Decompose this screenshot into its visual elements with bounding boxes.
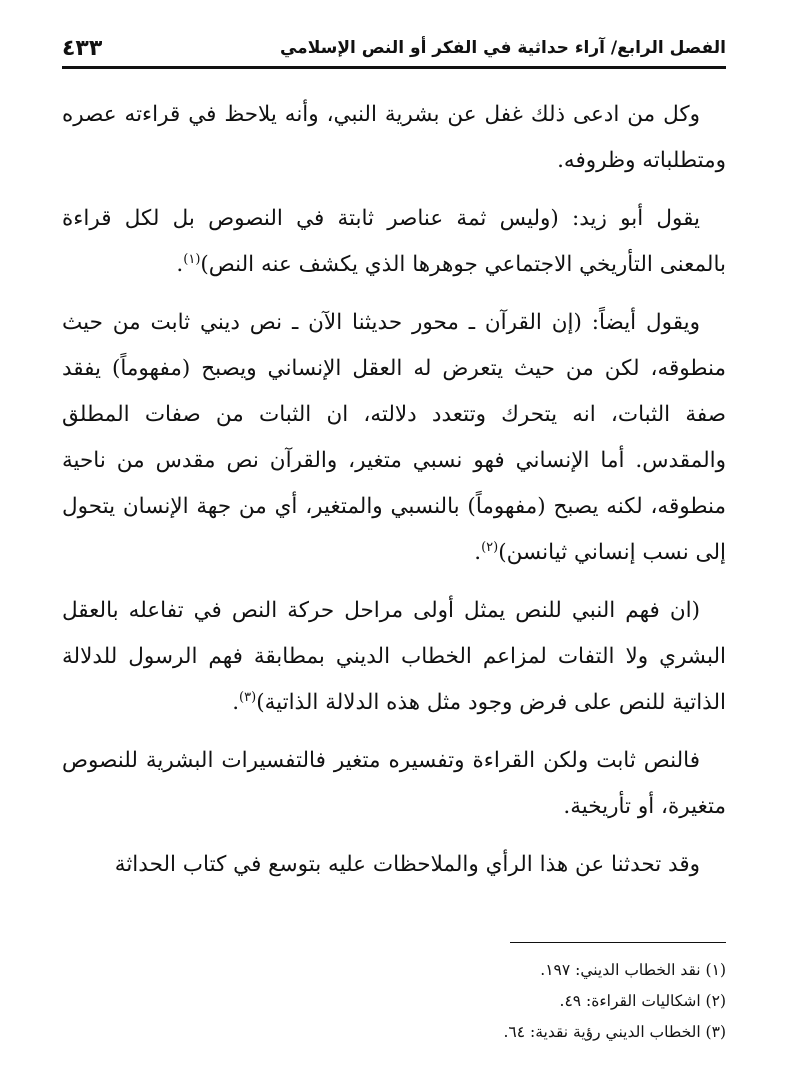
paragraph: ويقول أيضاً: (إن القرآن ـ محور حديثنا الآن ـ نص ديني ثابت من حيث منطوقه، لكن من حيث يتعرض له العقل الإنساني ويصبح (مفهوماً) يفقد صفة الثبات، انه يتحرك وتتعدد دلالته، ان الثبات من صفات المطلق والمقدس. أما الإنساني فهو نسبي متغير، والقرآن نص مقدس من ناحية منطوقه، لكنه يصبح (مفهوماً) بالنسبي والمتغير، أي من جهة الإنسان يتحول إلى نسب إنساني ثيانسن)$^{(٢)}$.	[62, 310, 726, 565]
paragraph-text: وقد تحدثنا عن هذا الرأي والملاحظات عليه بتوسع في كتاب الحداثة	[114, 852, 700, 877]
page-number: ٤٣٣	[62, 35, 103, 61]
paragraph	[62, 842, 726, 888]
paragraph: (ان فهم النبي للنص يمثل أولى مراحل حركة النص في تفاعله بالعقل البشري ولا التفات لمزاعم الخطاب الديني بمطابقة فهم الرسول للدلالة الذاتية للنص على فرض وجود مثل هذه الدلالة الذاتية)$^{(٣)}$.	[62, 598, 726, 715]
footnote-ref: (٢)	[481, 539, 499, 555]
footnote: (٢) اشكاليات القراءة: ٤٩.	[559, 992, 726, 1010]
footnote-ref: (١)	[183, 251, 201, 267]
chapter-title: الفصل الرابع/ آراء حداثية في الفكر أو النص الإسلامي	[279, 38, 726, 58]
paragraph-text: فالنص ثابت ولكن القراءة وتفسيره متغير فالتفسيرات البشرية للنصوص متغيرة، أو تأريخية.	[62, 748, 726, 819]
footnote-divider	[510, 942, 726, 943]
paragraph-text: وكل من ادعى ذلك غفل عن بشرية النبي، وأنه يلاحظ في قراءته عصره ومتطلباته وظروفه.	[62, 102, 726, 173]
paragraph-text: ويقول أيضاً: (إن القرآن ـ محور حديثنا الآن ـ نص ديني ثابت من حيث منطوقه، لكن من حيث يتعرض له العقل الإنساني ويصبح (مفهوماً) يفقد صفة الثبات، انه يتحرك وتتعدد دلالته، ان الثبات من صفات المطلق والمقدس. أما الإنساني فهو نسبي متغير، والقرآن نص مقدس من ناحية منطوقه، لكنه يصبح (مفهوماً) بالنسبي والمتغير، أي من جهة الإنسان يتحول إلى نسب إنساني ثيانسن)	[62, 310, 726, 565]
footnote: (١) نقد الخطاب الديني: ١٩٧.	[540, 961, 726, 979]
paragraph-text: يقول أبو زيد: (وليس ثمة عناصر ثابتة في النصوص بل لكل قراءة بالمعنى التأريخي الاجتماعي جوهرها الذي يكشف عنه النص)	[62, 206, 726, 277]
running-header	[62, 30, 726, 69]
paragraph: يقول أبو زيد: (وليس ثمة عناصر ثابتة في النصوص بل لكل قراءة بالمعنى التأريخي الاجتماعي جوهرها الذي يكشف عنه النص)$^{(١)}$.	[62, 206, 726, 277]
paragraph-text: (ان فهم النبي للنص يمثل أولى مراحل حركة النص في تفاعله بالعقل البشري ولا التفات لمزاعم الخطاب الديني بمطابقة فهم الرسول للدلالة الذاتية للنص على فرض وجود مثل هذه الدلالة الذاتية)	[62, 598, 726, 715]
footnote: (٣) الخطاب الديني رؤية نقدية: ٦٤.	[503, 1023, 726, 1041]
paragraph	[62, 92, 726, 184]
body-text	[62, 92, 726, 900]
footnote-ref: (٣)	[239, 689, 257, 705]
footnotes	[226, 955, 726, 1048]
paragraph	[62, 738, 726, 830]
